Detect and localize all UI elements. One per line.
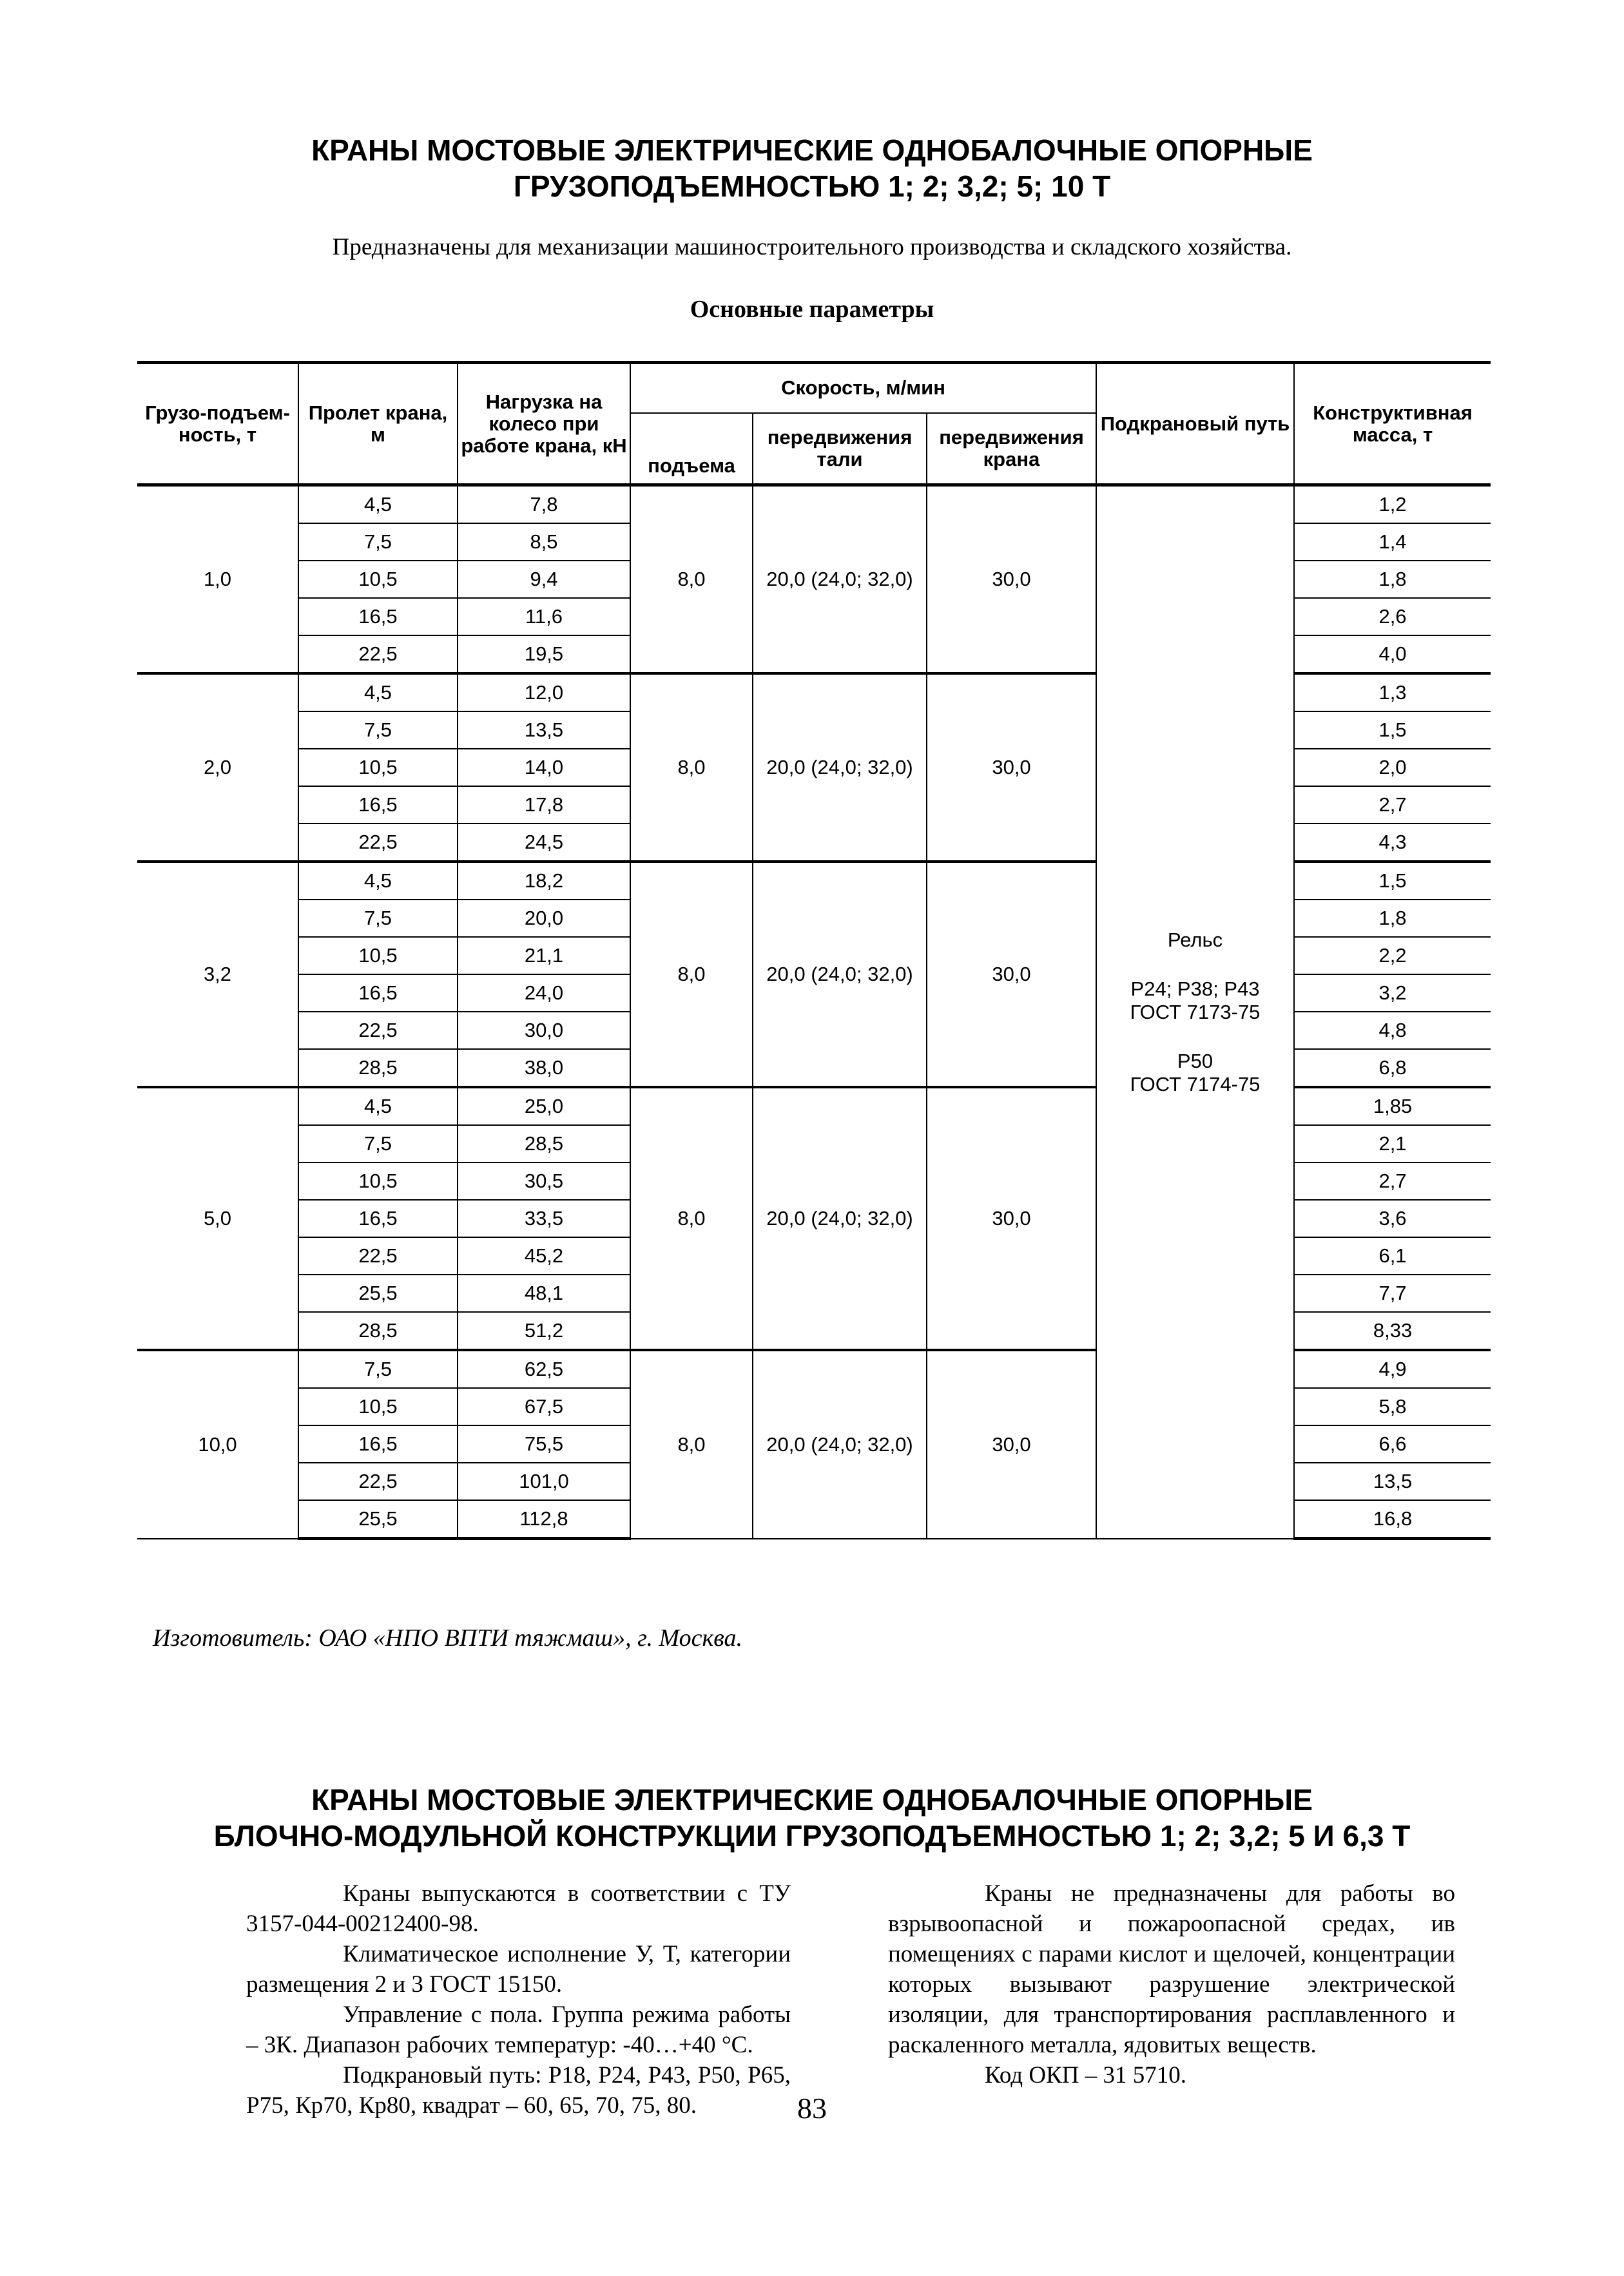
span-cell: 4,5 [298,1087,458,1125]
page-number: 83 [797,2092,827,2125]
speed-hoist-cell: 20,0 (24,0; 32,0) [753,1350,927,1539]
span-cell: 7,5 [298,1350,458,1388]
mass-cell: 3,2 [1294,974,1491,1012]
header-speed: Скорость, м/мин [630,363,1096,413]
mass-cell: 2,6 [1294,598,1491,635]
rail-cell [1096,485,1294,1539]
rail-spec: Р50 [1177,1049,1213,1072]
right-column [888,1878,1455,2090]
span-cell: 22,5 [298,1237,458,1275]
span-cell: 16,5 [298,974,458,1012]
span-cell: 16,5 [298,1200,458,1237]
span-cell: 7,5 [298,523,458,561]
load-cell: 48,1 [458,1275,630,1312]
paragraph: Краны не предназначены для работы во взрывоопасной и пожароопасной средах, ив помещениях с парами кислот и щелочей, концентрации которых вызывают разрушение электрической изоляции, для транспортирования расплавленного и раскаленного металла, ядовитых веществ. [888,1880,1455,2058]
header-rail: Подкрановый путь [1096,363,1294,485]
mass-cell: 4,3 [1294,824,1491,862]
capacity-cell: 3,2 [137,862,298,1087]
mass-cell: 3,6 [1294,1200,1491,1237]
table-title: Основные параметры [690,296,934,323]
speed-lift-cell: 8,0 [630,862,753,1087]
load-cell: 24,0 [458,974,630,1012]
speed-hoist-cell: 20,0 (24,0; 32,0) [753,673,927,862]
mass-cell: 1,5 [1294,862,1491,900]
mass-cell: 4,0 [1294,635,1491,673]
span-cell: 7,5 [298,900,458,937]
paragraph: Климатическое исполнение У, Т, категории размещения 2 и 3 ГОСТ 15150. [246,1941,791,1998]
load-cell: 45,2 [458,1237,630,1275]
header-load: Нагрузка на колесо при работе крана, кН [458,363,630,485]
manufacturer-note: Изготовитель: ОАО «НПО ВПТИ тяжмаш», г. Москва. [153,1625,742,1652]
mass-cell: 1,8 [1294,900,1491,937]
table-body [137,485,1491,1539]
load-cell: 51,2 [458,1312,630,1350]
mass-cell: 2,7 [1294,1162,1491,1200]
span-cell: 22,5 [298,1012,458,1049]
span-cell: 4,5 [298,485,458,524]
left-column [246,1878,791,2121]
load-cell: 7,8 [458,485,630,524]
speed-crane-cell: 30,0 [927,1350,1096,1539]
span-cell: 4,5 [298,673,458,711]
span-cell: 10,5 [298,1388,458,1425]
speed-lift-cell: 8,0 [630,485,753,674]
speed-hoist-cell: 20,0 (24,0; 32,0) [753,862,927,1087]
load-cell: 9,4 [458,561,630,598]
header-span: Пролет крана, м [298,363,458,485]
load-cell: 38,0 [458,1049,630,1087]
title-line: БЛОЧНО-МОДУЛЬНОЙ КОНСТРУКЦИИ ГРУЗОПОДЪЕМНОСТЬЮ 1; 2; 3,2; 5 И 6,3 Т [213,1819,1411,1853]
section-title-1 [0,132,1624,204]
header-mass: Конструктивная масса, т [1294,363,1491,485]
speed-crane-cell: 30,0 [927,862,1096,1087]
span-cell: 10,5 [298,561,458,598]
mass-cell: 2,7 [1294,786,1491,824]
capacity-cell: 1,0 [137,485,298,674]
load-cell: 24,5 [458,824,630,862]
load-cell: 21,1 [458,937,630,974]
mass-cell: 1,85 [1294,1087,1491,1125]
span-cell: 4,5 [298,862,458,900]
rail-spec: Рельс [1167,928,1223,951]
paragraph: Краны выпускаются в соответствии с ТУ 3157-044-00212400-98. [246,1880,791,1937]
load-cell: 20,0 [458,900,630,937]
span-cell: 10,5 [298,1162,458,1200]
paragraph: Управление с пола. Группа режима работы – 3К. Диапазон рабочих температур: -40…+40 °С. [246,2001,791,2058]
span-cell: 28,5 [298,1312,458,1350]
capacity-cell: 10,0 [137,1350,298,1539]
capacity-cell: 2,0 [137,673,298,862]
span-cell: 16,5 [298,786,458,824]
load-cell: 67,5 [458,1388,630,1425]
mass-cell: 2,0 [1294,749,1491,786]
load-cell: 17,8 [458,786,630,824]
intro-text: Предназначены для механизации машиностроительного производства и складского хозяйства. [332,234,1292,260]
mass-cell: 8,33 [1294,1312,1491,1350]
speed-crane-cell: 30,0 [927,485,1096,674]
span-cell: 10,5 [298,749,458,786]
mass-cell: 6,1 [1294,1237,1491,1275]
load-cell: 13,5 [458,711,630,749]
mass-cell: 1,3 [1294,673,1491,711]
header-speed-crane: передвижения крана [927,413,1096,485]
span-cell: 22,5 [298,635,458,673]
mass-cell: 7,7 [1294,1275,1491,1312]
load-cell: 25,0 [458,1087,630,1125]
mass-cell: 6,6 [1294,1425,1491,1463]
load-cell: 18,2 [458,862,630,900]
span-cell: 10,5 [298,937,458,974]
load-cell: 62,5 [458,1350,630,1388]
speed-lift-cell: 8,0 [630,1087,753,1350]
speed-hoist-cell: 20,0 (24,0; 32,0) [753,485,927,674]
title-line: КРАНЫ МОСТОВЫЕ ЭЛЕКТРИЧЕСКИЕ ОДНОБАЛОЧНЫЕ ОПОРНЫЕ [311,1783,1313,1817]
mass-cell: 4,9 [1294,1350,1491,1388]
load-cell: 30,0 [458,1012,630,1049]
mass-cell: 1,2 [1294,485,1491,524]
span-cell: 7,5 [298,711,458,749]
capacity-cell: 5,0 [137,1087,298,1350]
paragraph: Код ОКП – 31 5710. [985,2062,1186,2088]
load-cell: 33,5 [458,1200,630,1237]
speed-lift-cell: 8,0 [630,673,753,862]
header-speed-hoist: передвижения тали [753,413,927,485]
span-cell: 22,5 [298,824,458,862]
rail-spec: Р24; Р38; Р43 [1130,977,1260,1000]
section-title-2 [0,1782,1624,1854]
load-cell: 112,8 [458,1500,630,1539]
paragraph: Подкрановый путь: Р18, Р24, Р43, Р50, Р65, Р75, Кр70, Кр80, квадрат – 60, 65, 70, 75, 80. [246,2062,791,2119]
speed-lift-cell: 8,0 [630,1350,753,1539]
span-cell: 22,5 [298,1463,458,1500]
header-capacity: Грузо-подъем-ность, т [137,363,298,485]
load-cell: 11,6 [458,598,630,635]
span-cell: 16,5 [298,1425,458,1463]
span-cell: 28,5 [298,1049,458,1087]
mass-cell: 13,5 [1294,1463,1491,1500]
title-line: КРАНЫ МОСТОВЫЕ ЭЛЕКТРИЧЕСКИЕ ОДНОБАЛОЧНЫЕ ОПОРНЫЕ [311,133,1313,167]
mass-cell: 6,8 [1294,1049,1491,1087]
mass-cell: 4,8 [1294,1012,1491,1049]
speed-crane-cell: 30,0 [927,673,1096,862]
load-cell: 101,0 [458,1463,630,1500]
mass-cell: 1,4 [1294,523,1491,561]
speed-crane-cell: 30,0 [927,1087,1096,1350]
mass-cell: 1,8 [1294,561,1491,598]
header-speed-lift: подъема [630,413,753,485]
table-row [137,485,1491,524]
mass-cell: 5,8 [1294,1388,1491,1425]
load-cell: 30,5 [458,1162,630,1200]
title-line: ГРУЗОПОДЪЕМНОСТЬЮ 1; 2; 3,2; 5; 10 Т [513,169,1111,203]
load-cell: 12,0 [458,673,630,711]
load-cell: 19,5 [458,635,630,673]
load-cell: 75,5 [458,1425,630,1463]
rail-spec: ГОСТ 7173-75 [1130,1000,1261,1023]
mass-cell: 16,8 [1294,1500,1491,1539]
span-cell: 7,5 [298,1125,458,1162]
load-cell: 14,0 [458,749,630,786]
mass-cell: 1,5 [1294,711,1491,749]
mass-cell: 2,2 [1294,937,1491,974]
parameters-table [137,361,1491,1540]
speed-hoist-cell: 20,0 (24,0; 32,0) [753,1087,927,1350]
mass-cell: 2,1 [1294,1125,1491,1162]
load-cell: 8,5 [458,523,630,561]
span-cell: 25,5 [298,1275,458,1312]
span-cell: 25,5 [298,1500,458,1539]
rail-spec: ГОСТ 7174-75 [1130,1072,1261,1095]
load-cell: 28,5 [458,1125,630,1162]
span-cell: 16,5 [298,598,458,635]
